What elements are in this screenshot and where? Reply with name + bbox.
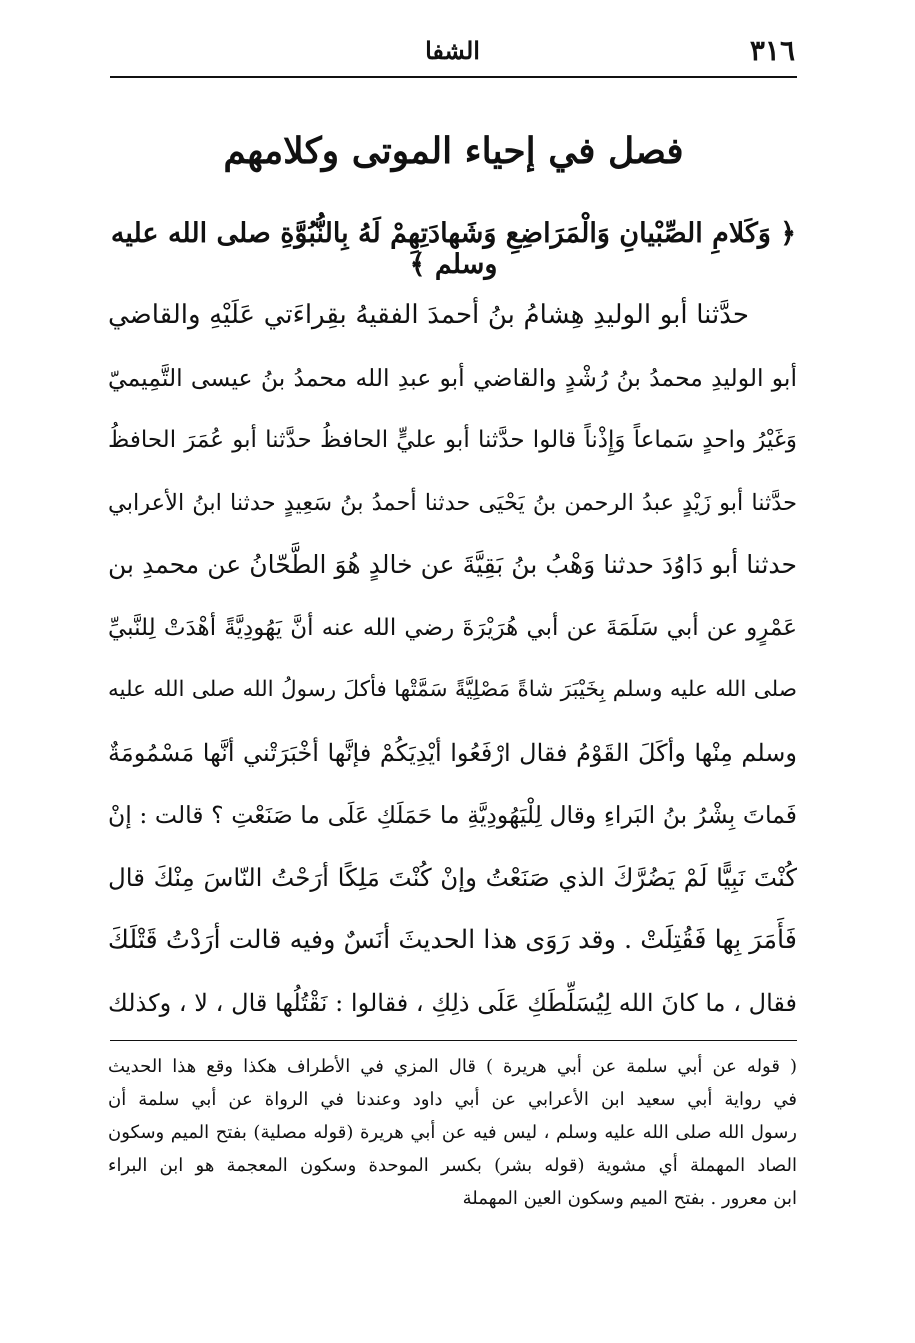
body-text — [108, 284, 797, 1034]
body-line: فَأَمَرَ بِها فَقُتِلَتْ . وقد رَوَى هذا الحديثَ أنَسٌ وفيه قالت أرَدْتُ قَتْلَكَ — [108, 925, 797, 955]
body-line: عَمْرٍو عن أبي سَلَمَةَ عن أبي هُرَيْرَةَ رضي الله عنه أنَّ يَهُودِيَّةً أهْدَتْ لِلنَّبيِّ — [108, 614, 797, 641]
body-line: كُنْتَ نَبِيًّا لَمْ يَضُرَّكَ الذي صَنَعْتُ وإنْ كُنْتَ مَلِكًا أرَحْتُ النّاسَ مِنْكَ قال — [108, 862, 797, 892]
running-title: الشفا — [425, 36, 480, 65]
body-line: صلى الله عليه وسلم بِخَيْبَرَ شاةً مَصْلِيَّةً سَمَّتْها فأكلَ رسولُ الله صلى الله عليه — [108, 677, 797, 702]
body-line: أبو الوليدِ محمدُ بنُ رُشْدٍ والقاضي أبو عبدِ الله محمدُ بنُ عيسى التَّمِيميّ — [108, 363, 797, 392]
header-rule — [110, 76, 797, 78]
body-line: وسلم مِنْها وأكَلَ القَوْمُ فقال ارْفَعُوا أيْدِيَكُمْ فإنَّها أخْبَرَتْني أنَّها مَسْمُومَةٌ — [108, 738, 797, 767]
chapter-heading: فصل في إحياء الموتى وكلامهم — [223, 130, 684, 172]
footnote-line: رسول الله صلى الله عليه وسلم ، ليس فيه عن أبي هريرة (قوله مصلية) بفتح الميم وسكون — [108, 1122, 797, 1143]
body-line: حدثنا أبو دَاوُدَ حدثنا وَهْبُ بنُ بَقِيَّةَ عن خالدٍ هُوَ الطَّحّانُ عن محمدِ بن — [108, 550, 797, 579]
page-number: ٣١٦ — [749, 34, 795, 67]
footnote-line: ( قوله عن أبي سلمة عن أبي هريرة ) قال المزي في الأطراف هكذا وقع هذا الحديث — [108, 1056, 797, 1077]
body-line: فقال ، ما كانَ الله لِيُسَلِّطَكِ عَلَى ذلِكِ ، فقالوا : نَقْتُلُها قال ، لا ، وكذلك — [108, 988, 797, 1017]
chapter-subheading: ﴿ وَكَلامِ الصِّبْيانِ وَالْمَرَاضِعِ وَشَهادَتِهِمْ لَهُ بِالنُّبُوَّةِ صلى الله عليه وسلم ﴾ — [110, 218, 797, 280]
body-line: وَغَيْرُ واحدٍ سَماعاً وَإِذْناً قالوا حدَّثنا أبو عليٍّ الحافظُ حدَّثنا أبو عُمَرَ الحافظُ — [108, 427, 797, 453]
footnote-rule — [110, 1040, 797, 1041]
footnote-line: الصاد المهملة أي مشوية (قوله بشر) بكسر الموحدة وسكون المعجمة هو ابن البراء — [108, 1155, 797, 1176]
body-line: فَماتَ بِشْرُ بنُ البَراءِ وقال لِلْيَهُودِيَّةِ ما حَمَلَكِ عَلَى ما صَنَعْتِ ؟ قالت : إنْ — [108, 801, 797, 829]
page-header — [110, 34, 795, 74]
footnote-line: ابن معرور . بفتح الميم وسكون العين المهملة — [462, 1188, 797, 1209]
body-line: حدَّثنا أبو زَيْدٍ عبدُ الرحمن بنُ يَحْيَى حدثنا أحمدُ بنُ سَعِيدٍ حدثنا ابنُ الأعرابي — [108, 489, 797, 516]
footnote-line: في رواية أبي سعيد ابن الأعرابي عن أبي داود وعندنا في الرواة عن أبي سلمة أن — [108, 1089, 797, 1110]
body-line: حدَّثنا أبو الوليدِ هِشامُ بنُ أحمدَ الفقيهُ بقِراءَتي عَلَيْهِ والقاضي — [108, 300, 749, 330]
footnotes — [108, 1050, 797, 1215]
